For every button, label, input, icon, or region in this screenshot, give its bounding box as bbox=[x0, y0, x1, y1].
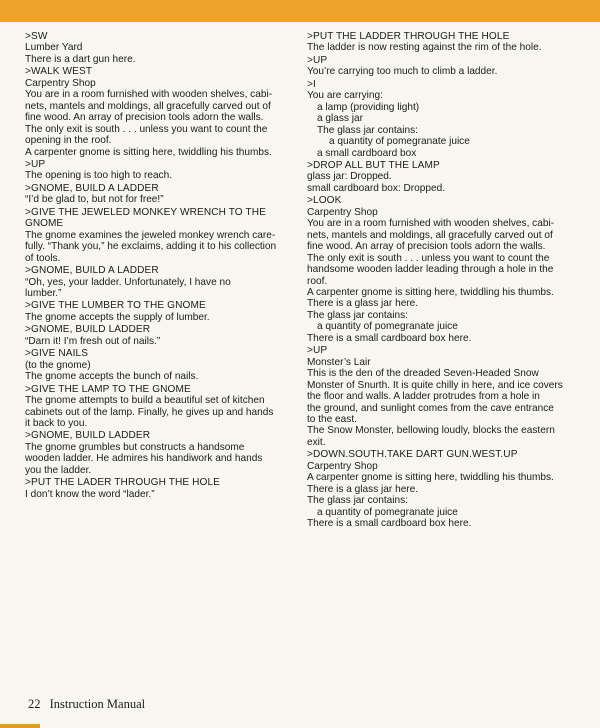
response-line: the ground, and sunlight comes from the cave entrance bbox=[307, 402, 554, 414]
response-line: GNOME bbox=[25, 218, 64, 230]
response-line: fine wood. An array of precision tools adorn the walls. bbox=[25, 112, 264, 124]
command-line: >DOWN.SOUTH.TAKE DART GUN.WEST.UP bbox=[307, 449, 518, 461]
response-line: you the ladder. bbox=[25, 464, 92, 476]
response-line: to the east. bbox=[307, 413, 357, 425]
response-line: You are carrying: bbox=[307, 90, 383, 102]
response-line: This is the den of the dreaded Seven-Headed Snow bbox=[307, 368, 539, 380]
response-line: There is a dart gun here. bbox=[25, 53, 136, 65]
transcript-entry bbox=[25, 159, 288, 182]
header-color-bar bbox=[0, 0, 600, 22]
transcript-entry bbox=[307, 31, 590, 54]
indented-line: a quantity of pomegranate juice bbox=[329, 136, 470, 148]
response-line: opening in the roof. bbox=[25, 135, 112, 147]
response-line: fully. “Thank you,” he exclaims, adding it to his collection bbox=[25, 241, 277, 253]
response-line: There is a glass jar here. bbox=[307, 298, 419, 310]
command-line: >GIVE THE LUMBER TO THE GNOME bbox=[25, 300, 206, 312]
response-line: Lumber Yard bbox=[25, 42, 83, 54]
page-number: 22 bbox=[28, 697, 41, 711]
response-line: the floor and walls. A ladder protrudes from a hole in bbox=[307, 391, 540, 403]
response-line: wooden ladder. He admires his handiwork and hands bbox=[25, 453, 263, 465]
command-line: >GNOME, BUILD LADDER bbox=[25, 430, 151, 442]
transcript-entry bbox=[25, 265, 288, 299]
bottom-color-strip bbox=[0, 724, 40, 728]
response-line: A carpenter gnome is sitting here, twiddling his thumbs. bbox=[25, 146, 272, 158]
response-line: exit. bbox=[307, 436, 326, 448]
response-line: The gnome examines the jeweled monkey wrench care- bbox=[25, 229, 276, 241]
left-column bbox=[25, 31, 288, 501]
transcript-entry bbox=[25, 348, 288, 382]
response-line: it back to you. bbox=[25, 417, 88, 429]
response-line: A carpenter gnome is sitting here, twiddling his thumbs. bbox=[307, 286, 554, 298]
response-line: There is a small cardboard box here. bbox=[307, 518, 472, 530]
response-line: The opening is too high to reach. bbox=[25, 170, 173, 182]
response-line: (to the gnome) bbox=[25, 359, 91, 371]
transcript-entry bbox=[307, 79, 590, 159]
indented-line: a glass jar bbox=[317, 113, 364, 125]
response-line: Monster’s Lair bbox=[307, 356, 371, 368]
response-line: There is a glass jar here. bbox=[307, 483, 419, 495]
response-line: glass jar: Dropped. bbox=[307, 171, 392, 183]
indented-line: a quantity of pomegranate juice bbox=[317, 506, 458, 518]
command-line: >WALK WEST bbox=[25, 66, 93, 78]
response-line: nets, mantels and moldings, all gracefully carved out of bbox=[307, 229, 553, 241]
response-line: Carpentry Shop bbox=[25, 77, 96, 89]
response-line: The glass jar contains: bbox=[307, 495, 408, 507]
response-line: cabinets out of the lamp. Finally, he gives up and hands bbox=[25, 406, 274, 418]
response-line: A carpenter gnome is sitting here, twiddling his thumbs. bbox=[307, 472, 554, 484]
response-line: There is a small cardboard box here. bbox=[307, 332, 472, 344]
response-line: Carpentry Shop bbox=[307, 206, 378, 218]
indented-line: a quantity of pomegranate juice bbox=[317, 321, 458, 333]
page-footer bbox=[28, 697, 145, 712]
response-line: The only exit is south . . . unless you want to count the bbox=[25, 123, 268, 135]
response-line: of tools. bbox=[25, 252, 61, 264]
command-line: >PUT THE LADDER THROUGH THE HOLE bbox=[307, 31, 510, 42]
command-line: >GNOME, BUILD A LADDER bbox=[25, 182, 159, 194]
transcript-entry bbox=[307, 195, 590, 344]
response-line: The ladder is now resting against the rim of the hole. bbox=[307, 42, 542, 54]
response-line: fine wood. An array of precision tools adorn the walls. bbox=[307, 241, 546, 253]
response-line: handsome wooden ladder leading through a hole in the bbox=[307, 264, 554, 276]
response-line: The Snow Monster, bellowing loudly, blocks the eastern bbox=[307, 425, 555, 437]
response-line: lumber.” bbox=[25, 287, 62, 299]
indented-line: a lamp (providing light) bbox=[317, 101, 420, 113]
command-line: >I bbox=[307, 78, 316, 90]
transcript-entry bbox=[307, 345, 590, 448]
response-line: You’re carrying too much to climb a ladder. bbox=[307, 66, 498, 78]
response-line: You are in a room furnished with wooden shelves, cabi- bbox=[25, 89, 273, 101]
transcript-entry bbox=[307, 160, 590, 194]
transcript-entry bbox=[25, 324, 288, 347]
command-line: >UP bbox=[25, 158, 46, 170]
response-line: The gnome attempts to build a beautiful set of kitchen bbox=[25, 395, 265, 407]
transcript-entry bbox=[307, 449, 590, 529]
transcript-entry bbox=[25, 384, 288, 430]
transcript-entry bbox=[25, 477, 288, 500]
response-line: “I’d be glad to, but not for free!” bbox=[25, 194, 164, 206]
transcript-entry bbox=[307, 55, 590, 78]
footer-label: Instruction Manual bbox=[49, 697, 146, 711]
transcript-entry bbox=[25, 66, 288, 158]
command-line: >UP bbox=[307, 345, 328, 357]
response-line: The gnome accepts the supply of lumber. bbox=[25, 311, 210, 323]
response-line: The gnome grumbles but constructs a handsome bbox=[25, 441, 245, 453]
command-line: >GIVE NAILS bbox=[25, 348, 89, 360]
indented-line: The glass jar contains: bbox=[317, 124, 418, 136]
response-line: The only exit is south . . . unless you want to count the bbox=[307, 252, 550, 264]
response-line: “Darn it! I’m fresh out of nails.” bbox=[25, 335, 161, 347]
response-line: Monster of Snurth. It is quite chilly in here, and ice covers bbox=[307, 379, 563, 391]
transcript-entry bbox=[25, 207, 288, 264]
command-line: >GIVE THE JEWELED MONKEY WRENCH TO THE bbox=[25, 206, 266, 218]
command-line: >GNOME, BUILD A LADDER bbox=[25, 265, 159, 277]
transcript-entry bbox=[25, 31, 288, 65]
response-line: You are in a room furnished with wooden shelves, cabi- bbox=[307, 218, 555, 230]
response-line: “Oh, yes, your ladder. Unfortunately, I have no bbox=[25, 276, 231, 288]
command-line: >GNOME, BUILD LADDER bbox=[25, 324, 151, 336]
command-line: >UP bbox=[307, 54, 328, 66]
command-line: >SW bbox=[25, 31, 48, 42]
response-line: nets, mantels and moldings, all gracefully carved out of bbox=[25, 100, 271, 112]
response-line: small cardboard box: Dropped. bbox=[307, 182, 446, 194]
indented-line: a small cardboard box bbox=[317, 147, 417, 159]
transcript-entry bbox=[25, 430, 288, 476]
command-line: >PUT THE LADER THROUGH THE HOLE bbox=[25, 477, 221, 489]
command-line: >GIVE THE LAMP TO THE GNOME bbox=[25, 383, 191, 395]
response-line: roof. bbox=[307, 275, 328, 287]
transcript-entry bbox=[25, 300, 288, 323]
response-line: The glass jar contains: bbox=[307, 309, 408, 321]
response-line: The gnome accepts the bunch of nails. bbox=[25, 371, 199, 383]
right-column bbox=[307, 31, 590, 530]
command-line: >DROP ALL BUT THE LAMP bbox=[307, 159, 440, 171]
command-line: >LOOK bbox=[307, 195, 342, 207]
response-line: Carpentry Shop bbox=[307, 460, 378, 472]
transcript-entry bbox=[25, 183, 288, 206]
response-line: I don’t know the word “lader.” bbox=[25, 488, 155, 500]
